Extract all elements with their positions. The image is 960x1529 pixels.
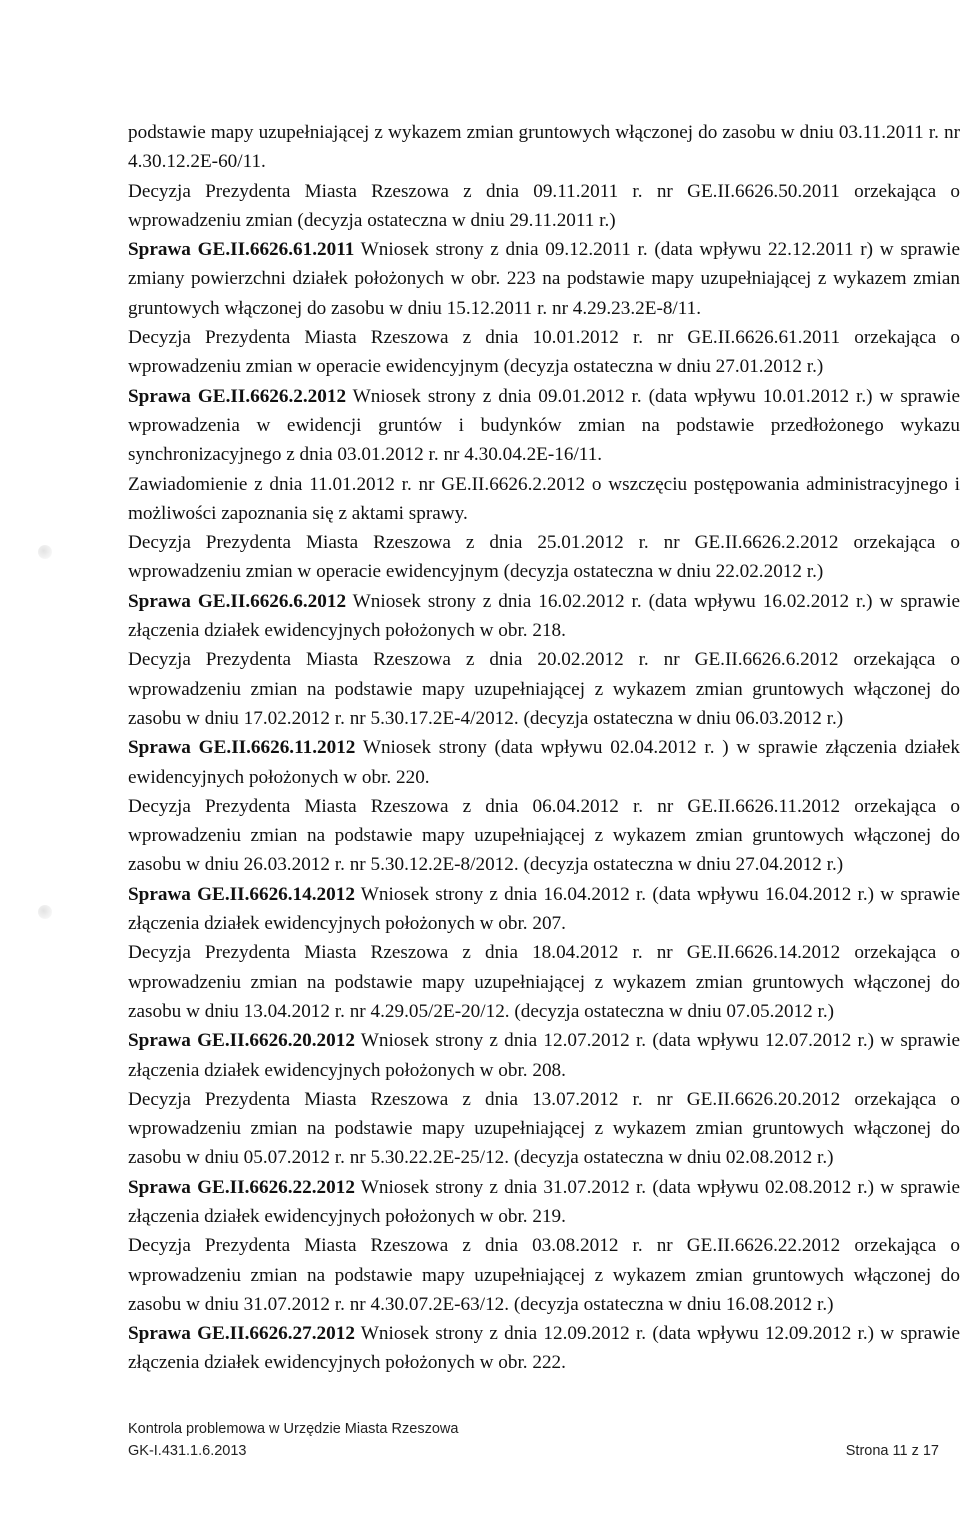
paragraph-text: Decyzja Prezydenta Miasta Rzeszowa z dnia 09.11.2011 r. nr GE.II.6626.50.2011 orzekająca o wprowadzeniu zmian (decyzja ostateczna w dniu 29.11.2011 r.) bbox=[128, 180, 960, 231]
paragraph-text: Wniosek strony z dnia 12.09.2012 r. (data wpływu 12.09.2012 r.) w sprawie złączenia działek ewidencyjnych położonych w obr. 222. bbox=[128, 1323, 960, 1374]
paragraph bbox=[128, 938, 960, 1026]
footer-left bbox=[128, 1418, 458, 1462]
paragraph bbox=[128, 1319, 960, 1378]
case-label: Sprawa GE.II.6626.20.2012 bbox=[128, 1030, 355, 1052]
paragraph-text: podstawie mapy uzupełniającej z wykazem zmian gruntowych włączonej do zasobu w dniu 03.11.2011 r. nr 4.30.12.2E-60/11. bbox=[128, 122, 960, 173]
paragraph-text: Wniosek strony z dnia 16.02.2012 r. (data wpływu 16.02.2012 r.) w sprawie złączenia działek ewidencyjnych położonych w obr. 218. bbox=[128, 590, 960, 642]
paragraph-text: Decyzja Prezydenta Miasta Rzeszowa z dnia 06.04.2012 r. nr GE.II.6626.11.2012 orzekająca o wprowadzeniu zmian na podstawie mapy uzupełniającej z wykazem zmian gruntowych włączonej do zasobu w dniu 26.03.2012 r. nr 5.30.12.2E-8/2012. (decyzja ostateczna w dniu 27.04.2012 r.) bbox=[128, 795, 960, 876]
paragraph bbox=[128, 470, 960, 529]
paragraph-text: Decyzja Prezydenta Miasta Rzeszowa z dnia 25.01.2012 r. nr GE.II.6626.2.2012 orzekająca o wprowadzeniu zmian w operacie ewidencyjnym (decyzja ostateczna w dniu 22.02.2012 r.) bbox=[128, 532, 960, 583]
paragraph bbox=[128, 118, 960, 177]
paragraph bbox=[128, 177, 960, 236]
footer-reference: GK-I.431.1.6.2013 bbox=[128, 1443, 247, 1459]
paragraph-text: Decyzja Prezydenta Miasta Rzeszowa z dnia 10.01.2012 r. nr GE.II.6626.61.2011 orzekająca o wprowadzeniu zmian w operacie ewidencyjnym (decyzja ostateczna w dniu 27.01.2012 r.) bbox=[128, 327, 960, 378]
punch-hole-mark bbox=[38, 545, 52, 559]
paragraph bbox=[128, 1026, 960, 1085]
case-label: Sprawa GE.II.6626.61.2011 bbox=[128, 239, 355, 261]
case-label: Sprawa GE.II.6626.14.2012 bbox=[128, 883, 355, 905]
paragraph bbox=[128, 792, 960, 880]
punch-hole-mark bbox=[38, 905, 52, 919]
paragraph-text: Decyzja Prezydenta Miasta Rzeszowa z dnia 13.07.2012 r. nr GE.II.6626.20.2012 orzekająca o wprowadzeniu zmian na podstawie mapy uzupełniającej z wykazem zmian gruntowych włączonej do zasobu w dniu 05.07.2012 r. nr 5.30.22.2E-25/12. (decyzja ostateczna w dniu 02.08.2012 r.) bbox=[128, 1088, 960, 1169]
paragraph bbox=[128, 587, 960, 646]
footer-title: Kontrola problemowa w Urzędzie Miasta Rzeszowa bbox=[128, 1421, 459, 1437]
paragraph-text: Wniosek strony z dnia 09.01.2012 r. (data wpływu 10.01.2012 r.) w sprawie wprowadzenia w ewidencji gruntów i budynków zmian na podstawie przedłożonego wykazu synchronizacyjnego z dnia 03.01.2012 r. nr 4.30.04.2E-16/11. bbox=[128, 385, 960, 466]
paragraph bbox=[128, 880, 960, 939]
paragraph bbox=[128, 1231, 960, 1319]
paragraph bbox=[128, 528, 960, 587]
page-number: Strona 11 z 17 bbox=[845, 1443, 939, 1459]
paragraph bbox=[128, 1085, 960, 1173]
paragraph-text: Wniosek strony z dnia 09.12.2011 r. (data wpływu 22.12.2011 r) w sprawie zmiany powierzchni działek położonych w obr. 223 na podstawie mapy uzupełniającej z wykazem zmian gruntowych włączonej do zasobu w dniu 15.12.2011 r. nr 4.29.23.2E-8/11. bbox=[128, 239, 960, 319]
paragraph-text: Decyzja Prezydenta Miasta Rzeszowa z dnia 03.08.2012 r. nr GE.II.6626.22.2012 orzekająca o wprowadzeniu zmian na podstawie mapy uzupełniającej z wykazem zmian gruntowych włączonej do zasobu w dniu 31.07.2012 r. nr 4.30.07.2E-63/12. (decyzja ostateczna w dniu 16.08.2012 r.) bbox=[128, 1235, 960, 1315]
paragraph-text: Wniosek strony z dnia 16.04.2012 r. (data wpływu 16.04.2012 r.) w sprawie złączenia działek ewidencyjnych położonych w obr. 207. bbox=[128, 883, 960, 935]
paragraph-text: Zawiadomienie z dnia 11.01.2012 r. nr GE.II.6626.2.2012 o wszczęciu postępowania administracyjnego i możliwości zapoznania się z aktami sprawy. bbox=[128, 473, 960, 524]
paragraph-text: Wniosek strony (data wpływu 02.04.2012 r. ) w sprawie złączenia działek ewidencyjnych położonych w obr. 220. bbox=[128, 737, 960, 788]
paragraph-text: Decyzja Prezydenta Miasta Rzeszowa z dnia 20.02.2012 r. nr GE.II.6626.6.2012 orzekająca o wprowadzeniu zmian na podstawie mapy uzupełniającej z wykazem zmian gruntowych włączonej do zasobu w dniu 17.02.2012 r. nr 5.30.17.2E-4/2012. (decyzja ostateczna w dniu 06.03.2012 r.) bbox=[128, 649, 960, 729]
paragraph-text: Wniosek strony z dnia 31.07.2012 r. (data wpływu 02.08.2012 r.) w sprawie złączenia działek ewidencyjnych położonych w obr. 219. bbox=[128, 1176, 960, 1227]
paragraph bbox=[128, 323, 960, 382]
paragraph bbox=[128, 645, 960, 733]
case-label: Sprawa GE.II.6626.6.2012 bbox=[128, 590, 347, 612]
paragraph bbox=[128, 382, 960, 470]
paragraph bbox=[128, 235, 960, 323]
paragraph bbox=[128, 733, 960, 792]
paragraph-text: Wniosek strony z dnia 12.07.2012 r. (data wpływu 12.07.2012 r.) w sprawie złączenia działek ewidencyjnych położonych w obr. 208. bbox=[128, 1030, 960, 1081]
document-body bbox=[128, 118, 960, 1378]
case-label: Sprawa GE.II.6626.27.2012 bbox=[128, 1323, 355, 1345]
paragraph-text: Decyzja Prezydenta Miasta Rzeszowa z dnia 18.04.2012 r. nr GE.II.6626.14.2012 orzekająca o wprowadzeniu zmian na podstawie mapy uzupełniającej z wykazem zmian gruntowych włączonej do zasobu w dniu 13.04.2012 r. nr 4.29.05/2E-20/12. (decyzja ostateczna w dniu 07.05.2012 r.) bbox=[128, 942, 960, 1022]
case-label: Sprawa GE.II.6626.2.2012 bbox=[128, 385, 347, 407]
case-label: Sprawa GE.II.6626.11.2012 bbox=[128, 737, 356, 759]
paragraph bbox=[128, 1173, 960, 1232]
case-label: Sprawa GE.II.6626.22.2012 bbox=[128, 1176, 355, 1198]
